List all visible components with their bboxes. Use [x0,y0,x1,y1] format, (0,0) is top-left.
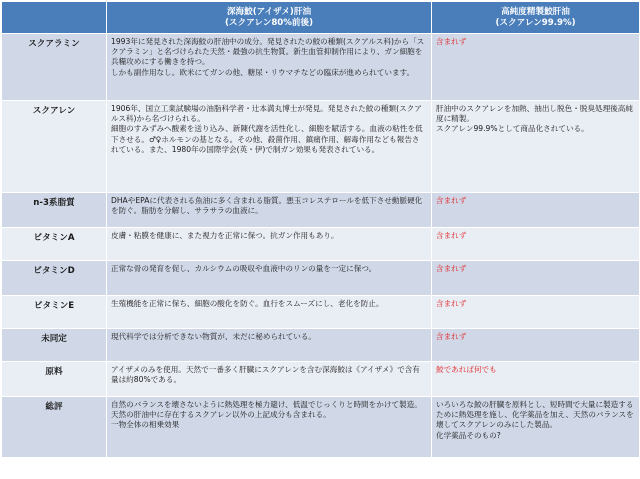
refined-oil-cell: 含まれず [432,34,640,101]
refined-oil-cell: いろいろな鮫の肝臓を原料とし、短時間で大量に製造するために熱処理を施し、化学薬品を加え、天然のバランスを壊してスクアレンのみにした製品。 化学薬品そのもの? [432,397,640,458]
table-row [2,296,640,329]
header-col3-line1: 高純度精製鮫肝油 [501,6,570,17]
table-row [2,397,640,458]
header-col2-line2: (スクアレン80%前後) [224,17,314,28]
row-label: スクアレン [2,101,107,193]
header-col2-line1: 深海鮫(アイザメ)肝油 [226,6,312,17]
row-label: ビタミンA [2,228,107,261]
shark-liver-oil-cell: アイザメのみを使用。天然で一番多く肝臓にスクアレンを含む深海鮫は《アイザメ》で含有量は約80%である。 [107,362,432,397]
header-shark-liver-oil [107,2,432,34]
table-row [2,261,640,296]
row-label: 原料 [2,362,107,397]
header-col3-line2: (スクアレン99.9%) [495,17,576,28]
shark-liver-oil-cell: 1906年、国立工業試験場の油脂科学者・辻本満丸博士が発見。発見された鮫の種類(スクアルス科)から名づけられる。 細胞のすみずみへ酸素を送り込み、新陳代謝を活性化し、細胞を賦活する。血液の粘性を低下させる。♂♀ホルモンの基となる。その他、殺菌作用、鎮痛作用、解毒作用なども報告されている。また、1980年の国際学会(英・伊)で制ガン効果も発表されている。 [107,101,432,193]
row-label: ビタミンD [2,261,107,296]
shark-liver-oil-cell: 現代科学では分析できない物質が、未だに秘められている。 [107,329,432,362]
header-row [2,2,640,34]
refined-oil-cell: 含まれず [432,193,640,228]
table-row [2,329,640,362]
header-refined-oil [432,2,640,34]
row-label: n-3系脂質 [2,193,107,228]
shark-liver-oil-cell: 1993年に発見された深海鮫の肝油中の成分。発見されたの鮫の種類(スクアルス科)から「スクアラミン」と名づけられた天然・最強の抗生物質。新生血管抑制作用により、ガン細胞を兵糧攻めにする働きを持つ。 しかも副作用なし。欧米にてガンの他、糖尿・リウマチなどの臨床が進められています。 [107,34,432,101]
table-row [2,362,640,397]
row-label: ビタミンE [2,296,107,329]
row-label: スクアラミン [2,34,107,101]
shark-liver-oil-cell: 正常な骨の発育を促し、カルシウムの吸収や血液中のリンの量を一定に保つ。 [107,261,432,296]
shark-liver-oil-cell: 自然のバランスを壊さないように熱処理を極力避け、低温でじっくりと時間をかけて製造。天然の肝油中に存在するスクアレン以外の上記成分も含まれる。 一物全体の相乗効果 [107,397,432,458]
shark-liver-oil-cell: 皮膚・粘膜を健康に、また視力を正常に保つ。抗ガン作用もあり。 [107,228,432,261]
comparison-table [1,1,640,458]
table-row [2,193,640,228]
table-row [2,228,640,261]
refined-oil-cell: 肝油中のスクアレンを加熱、抽出し脱色・脱臭処理後高純度に精製。 スクアレン99.9%として商品化されている。 [432,101,640,193]
shark-liver-oil-cell: DHAやEPAに代表される魚油に多く含まれる脂質。悪玉コレステロールを低下させ動脈硬化を防ぐ。脂肪を分解し、サラサラの血液に。 [107,193,432,228]
refined-oil-cell: 含まれず [432,296,640,329]
shark-liver-oil-cell: 生殖機能を正常に保ち、細胞の酸化を防ぐ。血行をスムーズにし、老化を防止。 [107,296,432,329]
row-label: 未同定 [2,329,107,362]
refined-oil-cell: 含まれず [432,228,640,261]
refined-oil-cell: 含まれず [432,329,640,362]
table-row [2,34,640,101]
header-empty-cell [2,2,107,34]
refined-oil-cell: 鮫であれば何でも [432,362,640,397]
table-row [2,101,640,193]
row-label: 総評 [2,397,107,458]
refined-oil-cell: 含まれず [432,261,640,296]
